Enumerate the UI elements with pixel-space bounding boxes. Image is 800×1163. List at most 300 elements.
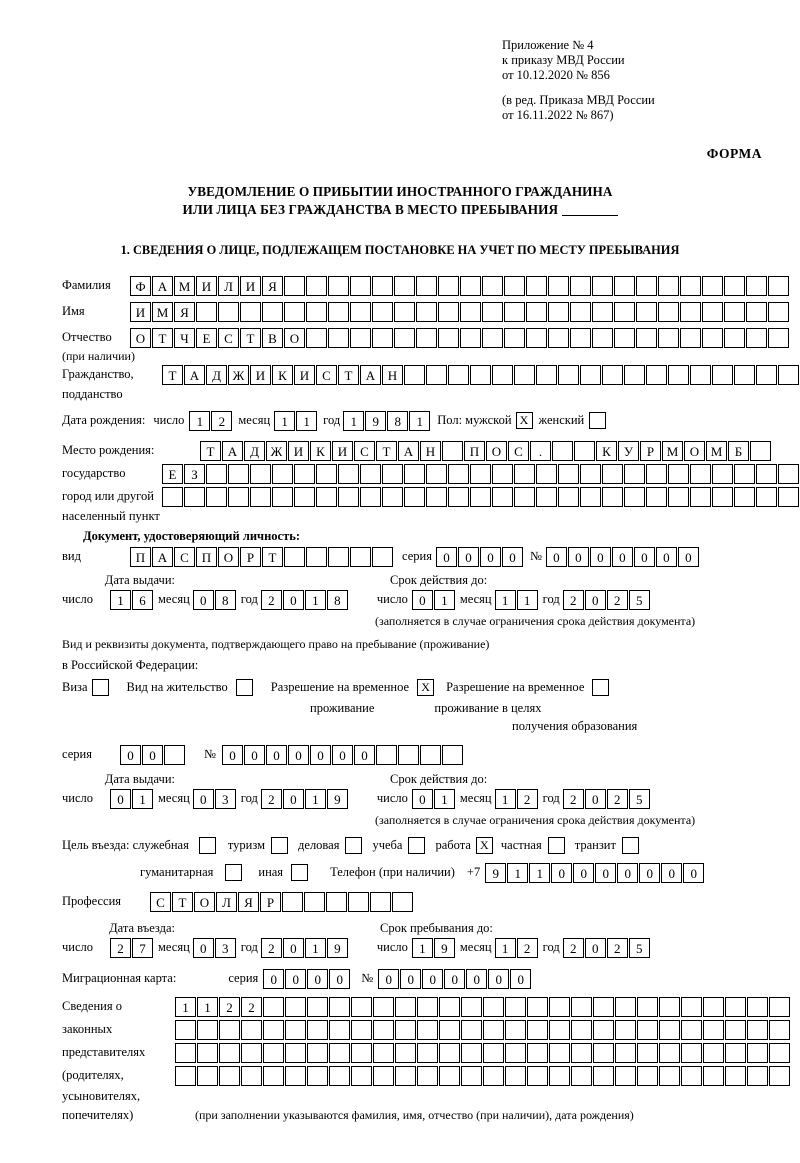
birth-month-field-cell[interactable]: 1 — [274, 411, 295, 431]
profession-field-cell[interactable]: О — [194, 892, 215, 912]
patronymic-field-cell[interactable] — [768, 328, 789, 348]
stay-number-field-cell[interactable]: 0 — [222, 745, 243, 765]
stay-number-field-cell[interactable]: 0 — [310, 745, 331, 765]
doc-issue-day-field-cell[interactable]: 1 — [110, 590, 131, 610]
profession-field-cell[interactable] — [304, 892, 325, 912]
surname-field-cell[interactable] — [306, 276, 327, 296]
legal-rep-field-4-cell[interactable] — [175, 1066, 196, 1086]
birth-place-city-field-a-cell[interactable]: С — [508, 441, 529, 461]
legal-rep-field-3-cell[interactable] — [461, 1043, 482, 1063]
birth-place-state-field-cell[interactable]: С — [354, 441, 375, 461]
citizenship-field-cell[interactable] — [470, 365, 491, 385]
sex-female-checkbox[interactable] — [589, 412, 606, 429]
stay-number-field-cell[interactable] — [398, 745, 419, 765]
doc-valid-year-field[interactable] — [563, 590, 651, 610]
stay-number-field-cell[interactable]: 0 — [332, 745, 353, 765]
birth-place-city-field-c-cell[interactable] — [294, 487, 315, 507]
profession-field-cell[interactable] — [392, 892, 413, 912]
legal-rep-field-3-cell[interactable] — [285, 1043, 306, 1063]
legal-rep-field-4-cell[interactable] — [659, 1066, 680, 1086]
legal-rep-field-3-cell[interactable] — [241, 1043, 262, 1063]
profession-field-cell[interactable]: Л — [216, 892, 237, 912]
surname-field-cell[interactable]: И — [240, 276, 261, 296]
citizenship-field-cell[interactable] — [734, 365, 755, 385]
birth-place-city-field-c-cell[interactable] — [162, 487, 183, 507]
surname-field-cell[interactable] — [284, 276, 305, 296]
profession-field-cell[interactable] — [370, 892, 391, 912]
birth-day-field-cell[interactable]: 2 — [211, 411, 232, 431]
legal-rep-field-3-cell[interactable] — [505, 1043, 526, 1063]
birth-place-city-field-a-cell[interactable] — [574, 441, 595, 461]
sex-male-checkbox[interactable]: X — [516, 412, 533, 429]
surname-field-cell[interactable] — [636, 276, 657, 296]
citizenship-field-cell[interactable] — [712, 365, 733, 385]
legal-rep-field-1-cell[interactable] — [593, 997, 614, 1017]
birth-year-field-cell[interactable]: 8 — [387, 411, 408, 431]
surname-field-cell[interactable] — [416, 276, 437, 296]
patronymic-field-cell[interactable] — [394, 328, 415, 348]
birth-month-field[interactable] — [274, 411, 318, 431]
stay-issue-day-field-cell[interactable]: 0 — [110, 789, 131, 809]
citizenship-field-cell[interactable] — [602, 365, 623, 385]
legal-rep-field-1-cell[interactable] — [637, 997, 658, 1017]
birth-place-city-field-a-cell[interactable]: М — [662, 441, 683, 461]
birth-place-city-field-b-cell[interactable] — [404, 464, 425, 484]
legal-rep-field-4-cell[interactable] — [219, 1066, 240, 1086]
doc-kind-field-cell[interactable]: А — [152, 547, 173, 567]
legal-rep-field-1-cell[interactable] — [505, 997, 526, 1017]
stay-number-field[interactable] — [222, 745, 464, 765]
profession-field[interactable] — [150, 892, 414, 912]
legal-rep-field-2-cell[interactable] — [593, 1020, 614, 1040]
legal-rep-field-1-cell[interactable] — [307, 997, 328, 1017]
citizenship-field[interactable] — [162, 365, 800, 385]
birth-place-city-field-b-cell[interactable] — [294, 464, 315, 484]
stay-year-field-cell[interactable]: 0 — [585, 938, 606, 958]
mig-number-field-cell[interactable]: 0 — [466, 969, 487, 989]
stay-issue-year-field-cell[interactable]: 0 — [283, 789, 304, 809]
legal-rep-field-2-cell[interactable] — [571, 1020, 592, 1040]
doc-series-field-cell[interactable]: 0 — [480, 547, 501, 567]
stay-issue-month-field[interactable] — [193, 789, 237, 809]
doc-kind-field-cell[interactable]: О — [218, 547, 239, 567]
stay-number-field-cell[interactable] — [420, 745, 441, 765]
stay-valid-month-field-cell[interactable]: 2 — [517, 789, 538, 809]
birth-place-city-field-c-cell[interactable] — [228, 487, 249, 507]
name-field-cell[interactable] — [592, 302, 613, 322]
birth-place-city-field-a-cell[interactable]: К — [596, 441, 617, 461]
birth-place-city-field-a-cell[interactable]: М — [706, 441, 727, 461]
legal-rep-field-2-cell[interactable] — [329, 1020, 350, 1040]
doc-number-field-cell[interactable]: 0 — [678, 547, 699, 567]
mig-series-field-cell[interactable]: 0 — [329, 969, 350, 989]
entry-month-field-cell[interactable]: 0 — [193, 938, 214, 958]
stay-series-field[interactable] — [120, 745, 186, 765]
purpose-private-checkbox[interactable] — [548, 837, 565, 854]
citizenship-field-cell[interactable] — [668, 365, 689, 385]
legal-rep-field-1-cell[interactable] — [439, 997, 460, 1017]
citizenship-field-cell[interactable] — [448, 365, 469, 385]
legal-rep-field-3-cell[interactable] — [681, 1043, 702, 1063]
birth-place-city-field-a-cell[interactable]: Р — [640, 441, 661, 461]
legal-rep-field-2-cell[interactable] — [175, 1020, 196, 1040]
stay-month-field-cell[interactable]: 2 — [517, 938, 538, 958]
stay-year-field-cell[interactable]: 5 — [629, 938, 650, 958]
citizenship-field-cell[interactable]: Ж — [228, 365, 249, 385]
mig-number-field-cell[interactable]: 0 — [444, 969, 465, 989]
phone-field-cell[interactable]: 9 — [485, 863, 506, 883]
birth-place-city-field-b-cell[interactable] — [448, 464, 469, 484]
doc-valid-month-field-cell[interactable]: 1 — [517, 590, 538, 610]
legal-rep-field-2-cell[interactable] — [285, 1020, 306, 1040]
birth-place-city-field-c[interactable] — [162, 487, 800, 507]
patronymic-field-cell[interactable] — [636, 328, 657, 348]
entry-day-field-cell[interactable]: 7 — [132, 938, 153, 958]
legal-rep-field-3-cell[interactable] — [527, 1043, 548, 1063]
legal-rep-field-3-cell[interactable] — [725, 1043, 746, 1063]
doc-kind-field[interactable] — [130, 547, 394, 567]
name-field-cell[interactable] — [526, 302, 547, 322]
birth-place-city-field-b-cell[interactable] — [316, 464, 337, 484]
patronymic-field-cell[interactable] — [306, 328, 327, 348]
legal-rep-field-3-cell[interactable] — [439, 1043, 460, 1063]
doc-valid-day-field-cell[interactable]: 1 — [434, 590, 455, 610]
legal-rep-field-1-cell[interactable] — [769, 997, 790, 1017]
surname-field-cell[interactable] — [680, 276, 701, 296]
stay-day-field[interactable] — [412, 938, 456, 958]
legal-rep-field-2-cell[interactable] — [527, 1020, 548, 1040]
stay-valid-year-field[interactable] — [563, 789, 651, 809]
birth-month-field-cell[interactable]: 1 — [296, 411, 317, 431]
stay-year-field-cell[interactable]: 2 — [607, 938, 628, 958]
doc-series-field-cell[interactable]: 0 — [436, 547, 457, 567]
patronymic-field-cell[interactable] — [504, 328, 525, 348]
surname-field-cell[interactable] — [372, 276, 393, 296]
birth-place-city-field-b-cell[interactable] — [382, 464, 403, 484]
stay-valid-month-field-cell[interactable]: 1 — [495, 789, 516, 809]
legal-rep-field-3-cell[interactable] — [329, 1043, 350, 1063]
doc-kind-field-cell[interactable] — [328, 547, 349, 567]
name-field-cell[interactable] — [724, 302, 745, 322]
legal-rep-field-4-cell[interactable] — [593, 1066, 614, 1086]
surname-field-cell[interactable] — [504, 276, 525, 296]
name-field-cell[interactable] — [504, 302, 525, 322]
name-field-cell[interactable] — [438, 302, 459, 322]
legal-rep-field-1-cell[interactable] — [351, 997, 372, 1017]
birth-year-field-cell[interactable]: 9 — [365, 411, 386, 431]
doc-number-field-cell[interactable]: 0 — [656, 547, 677, 567]
birth-place-city-field-a-cell[interactable]: О — [684, 441, 705, 461]
legal-rep-field-1-cell[interactable]: 1 — [175, 997, 196, 1017]
birth-place-city-field-b-cell[interactable] — [250, 464, 271, 484]
patronymic-field-cell[interactable]: Т — [240, 328, 261, 348]
entry-year-field-cell[interactable]: 1 — [305, 938, 326, 958]
legal-rep-field-1-cell[interactable]: 2 — [241, 997, 262, 1017]
birth-place-state-field-cell[interactable]: Ж — [266, 441, 287, 461]
citizenship-field-cell[interactable]: С — [316, 365, 337, 385]
citizenship-field-cell[interactable] — [426, 365, 447, 385]
birth-place-city-field-c-cell[interactable] — [734, 487, 755, 507]
name-field-cell[interactable] — [218, 302, 239, 322]
birth-year-field-cell[interactable]: 1 — [343, 411, 364, 431]
legal-rep-field-3-cell[interactable] — [549, 1043, 570, 1063]
legal-rep-field-3-cell[interactable] — [417, 1043, 438, 1063]
legal-rep-field-3-cell[interactable] — [571, 1043, 592, 1063]
citizenship-field-cell[interactable] — [778, 365, 799, 385]
phone-field-cell[interactable]: 0 — [595, 863, 616, 883]
stay-month-field-cell[interactable]: 1 — [495, 938, 516, 958]
legal-rep-field-2-cell[interactable] — [461, 1020, 482, 1040]
doc-series-field[interactable] — [436, 547, 524, 567]
birth-year-field-cell[interactable]: 1 — [409, 411, 430, 431]
legal-rep-field-1-cell[interactable] — [461, 997, 482, 1017]
birth-place-city-field-b-cell[interactable] — [624, 464, 645, 484]
legal-rep-field-4-cell[interactable] — [703, 1066, 724, 1086]
purpose-business-checkbox[interactable] — [345, 837, 362, 854]
name-field-cell[interactable] — [548, 302, 569, 322]
name-field-cell[interactable] — [372, 302, 393, 322]
stay-series-field-cell[interactable]: 0 — [120, 745, 141, 765]
stay-day-field-cell[interactable]: 1 — [412, 938, 433, 958]
birth-place-city-field-b-cell[interactable]: З — [184, 464, 205, 484]
surname-field-cell[interactable] — [724, 276, 745, 296]
entry-year-field-cell[interactable]: 2 — [261, 938, 282, 958]
birth-place-state-field-cell[interactable]: Д — [244, 441, 265, 461]
doc-issue-month-field-cell[interactable]: 0 — [193, 590, 214, 610]
birth-place-city-field-b-cell[interactable] — [492, 464, 513, 484]
stay-number-field-cell[interactable]: 0 — [244, 745, 265, 765]
name-field-cell[interactable] — [680, 302, 701, 322]
citizenship-field-cell[interactable] — [514, 365, 535, 385]
citizenship-field-cell[interactable]: Т — [162, 365, 183, 385]
legal-rep-field-2-cell[interactable] — [681, 1020, 702, 1040]
surname-field-cell[interactable] — [328, 276, 349, 296]
stay-valid-day-field[interactable] — [412, 789, 456, 809]
stay-series-field-cell[interactable] — [164, 745, 185, 765]
name-field-cell[interactable] — [702, 302, 723, 322]
surname-field-cell[interactable] — [702, 276, 723, 296]
doc-issue-day-field-cell[interactable]: 6 — [132, 590, 153, 610]
entry-day-field[interactable] — [110, 938, 154, 958]
birth-place-city-field-b-cell[interactable]: Е — [162, 464, 183, 484]
legal-rep-field-2-cell[interactable] — [395, 1020, 416, 1040]
birth-place-city-field-b-cell[interactable] — [514, 464, 535, 484]
profession-field-cell[interactable] — [282, 892, 303, 912]
doc-kind-field-cell[interactable]: С — [174, 547, 195, 567]
visa-checkbox[interactable] — [92, 679, 109, 696]
legal-rep-field-1-cell[interactable]: 1 — [197, 997, 218, 1017]
surname-field[interactable] — [130, 276, 790, 296]
purpose-tourism-checkbox[interactable] — [271, 837, 288, 854]
patronymic-field-cell[interactable] — [350, 328, 371, 348]
birth-place-city-field-a-cell[interactable]: Б — [728, 441, 749, 461]
citizenship-field-cell[interactable] — [558, 365, 579, 385]
legal-rep-field-4-cell[interactable] — [395, 1066, 416, 1086]
birth-place-city-field-b-cell[interactable] — [558, 464, 579, 484]
patronymic-field-cell[interactable] — [570, 328, 591, 348]
name-field-cell[interactable] — [196, 302, 217, 322]
birth-place-city-field-c-cell[interactable] — [206, 487, 227, 507]
purpose-humanitarian-checkbox[interactable] — [225, 864, 242, 881]
citizenship-field-cell[interactable]: А — [184, 365, 205, 385]
legal-rep-field-1-cell[interactable] — [681, 997, 702, 1017]
patronymic-field-cell[interactable] — [526, 328, 547, 348]
patronymic-field-cell[interactable]: В — [262, 328, 283, 348]
mig-series-field-cell[interactable]: 0 — [307, 969, 328, 989]
doc-series-field-cell[interactable]: 0 — [458, 547, 479, 567]
legal-rep-field-1-cell[interactable]: 2 — [219, 997, 240, 1017]
birth-place-city-field-c-cell[interactable] — [470, 487, 491, 507]
name-field-cell[interactable]: М — [152, 302, 173, 322]
mig-number-field-cell[interactable]: 0 — [488, 969, 509, 989]
mig-series-field-cell[interactable]: 0 — [263, 969, 284, 989]
entry-month-field-cell[interactable]: 3 — [215, 938, 236, 958]
mig-number-field-cell[interactable]: 0 — [422, 969, 443, 989]
name-field-cell[interactable] — [262, 302, 283, 322]
stay-valid-month-field[interactable] — [495, 789, 539, 809]
legal-rep-field-2-cell[interactable] — [637, 1020, 658, 1040]
doc-number-field-cell[interactable]: 0 — [590, 547, 611, 567]
stay-valid-day-field-cell[interactable]: 1 — [434, 789, 455, 809]
stay-issue-year-field-cell[interactable]: 1 — [305, 789, 326, 809]
patronymic-field-cell[interactable]: О — [130, 328, 151, 348]
doc-issue-month-field-cell[interactable]: 8 — [215, 590, 236, 610]
legal-rep-field-2-cell[interactable] — [703, 1020, 724, 1040]
citizenship-field-cell[interactable] — [690, 365, 711, 385]
birth-place-city-field-b-cell[interactable] — [668, 464, 689, 484]
phone-field-cell[interactable]: 1 — [529, 863, 550, 883]
legal-rep-field-3-cell[interactable] — [373, 1043, 394, 1063]
legal-rep-field-4-cell[interactable] — [241, 1066, 262, 1086]
legal-rep-field-4-cell[interactable] — [439, 1066, 460, 1086]
birth-place-state-field-cell[interactable] — [442, 441, 463, 461]
patronymic-field-cell[interactable]: С — [218, 328, 239, 348]
mig-number-field-cell[interactable]: 0 — [400, 969, 421, 989]
patronymic-field-cell[interactable]: Ч — [174, 328, 195, 348]
citizenship-field-cell[interactable]: И — [294, 365, 315, 385]
surname-field-cell[interactable]: А — [152, 276, 173, 296]
legal-rep-field-1-cell[interactable] — [263, 997, 284, 1017]
profession-field-cell[interactable]: Р — [260, 892, 281, 912]
stay-issue-day-field[interactable] — [110, 789, 154, 809]
birth-place-city-field-c-cell[interactable] — [316, 487, 337, 507]
citizenship-field-cell[interactable]: Д — [206, 365, 227, 385]
stay-valid-year-field-cell[interactable]: 2 — [607, 789, 628, 809]
stay-number-field-cell[interactable]: 0 — [288, 745, 309, 765]
residence-checkbox[interactable] — [236, 679, 253, 696]
surname-field-cell[interactable]: Л — [218, 276, 239, 296]
purpose-study-checkbox[interactable] — [408, 837, 425, 854]
stay-year-field-cell[interactable]: 2 — [563, 938, 584, 958]
legal-rep-field-2-cell[interactable] — [241, 1020, 262, 1040]
birth-place-city-field-b-cell[interactable] — [426, 464, 447, 484]
profession-field-cell[interactable] — [326, 892, 347, 912]
name-field-cell[interactable] — [350, 302, 371, 322]
surname-field-cell[interactable]: И — [196, 276, 217, 296]
birth-place-city-field-b-cell[interactable] — [536, 464, 557, 484]
legal-rep-field-1[interactable] — [175, 997, 791, 1017]
doc-valid-day-field[interactable] — [412, 590, 456, 610]
stay-number-field-cell[interactable] — [442, 745, 463, 765]
citizenship-field-cell[interactable]: Т — [338, 365, 359, 385]
stay-issue-day-field-cell[interactable]: 1 — [132, 789, 153, 809]
citizenship-field-cell[interactable] — [536, 365, 557, 385]
legal-rep-field-4-cell[interactable] — [769, 1066, 790, 1086]
doc-kind-field-cell[interactable]: П — [130, 547, 151, 567]
patronymic-field-cell[interactable]: Е — [196, 328, 217, 348]
birth-place-city-field-c-cell[interactable] — [580, 487, 601, 507]
birth-place-city-field-c-cell[interactable] — [712, 487, 733, 507]
stay-issue-year-field[interactable] — [261, 789, 349, 809]
stay-series-field-cell[interactable]: 0 — [142, 745, 163, 765]
name-field-cell[interactable] — [416, 302, 437, 322]
birth-place-state-field-cell[interactable]: К — [310, 441, 331, 461]
surname-field-cell[interactable] — [526, 276, 547, 296]
legal-rep-field-4-cell[interactable] — [263, 1066, 284, 1086]
legal-rep-field-2-cell[interactable] — [659, 1020, 680, 1040]
legal-rep-field-2-cell[interactable] — [725, 1020, 746, 1040]
surname-field-cell[interactable] — [658, 276, 679, 296]
legal-rep-field-3-cell[interactable] — [197, 1043, 218, 1063]
entry-day-field-cell[interactable]: 2 — [110, 938, 131, 958]
name-field-cell[interactable] — [636, 302, 657, 322]
legal-rep-field-4-cell[interactable] — [637, 1066, 658, 1086]
doc-series-field-cell[interactable]: 0 — [502, 547, 523, 567]
name-field-cell[interactable] — [768, 302, 789, 322]
legal-rep-field-4-cell[interactable] — [417, 1066, 438, 1086]
legal-rep-field-4-cell[interactable] — [373, 1066, 394, 1086]
doc-issue-year-field-cell[interactable]: 2 — [261, 590, 282, 610]
patronymic-field-cell[interactable] — [416, 328, 437, 348]
birth-place-city-field-b-cell[interactable] — [756, 464, 777, 484]
legal-rep-field-4-cell[interactable] — [351, 1066, 372, 1086]
legal-rep-field-2-cell[interactable] — [549, 1020, 570, 1040]
profession-field-cell[interactable]: Я — [238, 892, 259, 912]
birth-place-city-field-b-cell[interactable] — [206, 464, 227, 484]
legal-rep-field-1-cell[interactable] — [725, 997, 746, 1017]
stay-valid-year-field-cell[interactable]: 0 — [585, 789, 606, 809]
surname-field-cell[interactable] — [592, 276, 613, 296]
profession-field-cell[interactable]: Т — [172, 892, 193, 912]
name-field-cell[interactable] — [614, 302, 635, 322]
stay-issue-year-field-cell[interactable]: 2 — [261, 789, 282, 809]
patronymic-field-cell[interactable] — [614, 328, 635, 348]
patronymic-field-cell[interactable] — [702, 328, 723, 348]
birth-place-city-field-b-cell[interactable] — [272, 464, 293, 484]
citizenship-field-cell[interactable] — [624, 365, 645, 385]
birth-place-city-field-a-cell[interactable]: П — [464, 441, 485, 461]
phone-field-cell[interactable]: 0 — [661, 863, 682, 883]
name-field-cell[interactable] — [658, 302, 679, 322]
legal-rep-field-1-cell[interactable] — [373, 997, 394, 1017]
legal-rep-field-2-cell[interactable] — [747, 1020, 768, 1040]
patronymic-field-cell[interactable] — [482, 328, 503, 348]
birth-day-field[interactable] — [189, 411, 233, 431]
profession-field-cell[interactable] — [348, 892, 369, 912]
birth-place-city-field-c-cell[interactable] — [778, 487, 799, 507]
doc-valid-year-field-cell[interactable]: 0 — [585, 590, 606, 610]
birth-place-city-field-a-cell[interactable] — [750, 441, 771, 461]
mig-number-field-cell[interactable]: 0 — [378, 969, 399, 989]
legal-rep-field-3-cell[interactable] — [659, 1043, 680, 1063]
name-field-cell[interactable] — [394, 302, 415, 322]
birth-place-city-field-c-cell[interactable] — [602, 487, 623, 507]
doc-valid-year-field-cell[interactable]: 2 — [607, 590, 628, 610]
name-field-cell[interactable] — [328, 302, 349, 322]
legal-rep-field-3[interactable] — [175, 1043, 791, 1063]
birth-place-city-field-c-cell[interactable] — [404, 487, 425, 507]
doc-issue-year-field-cell[interactable]: 0 — [283, 590, 304, 610]
